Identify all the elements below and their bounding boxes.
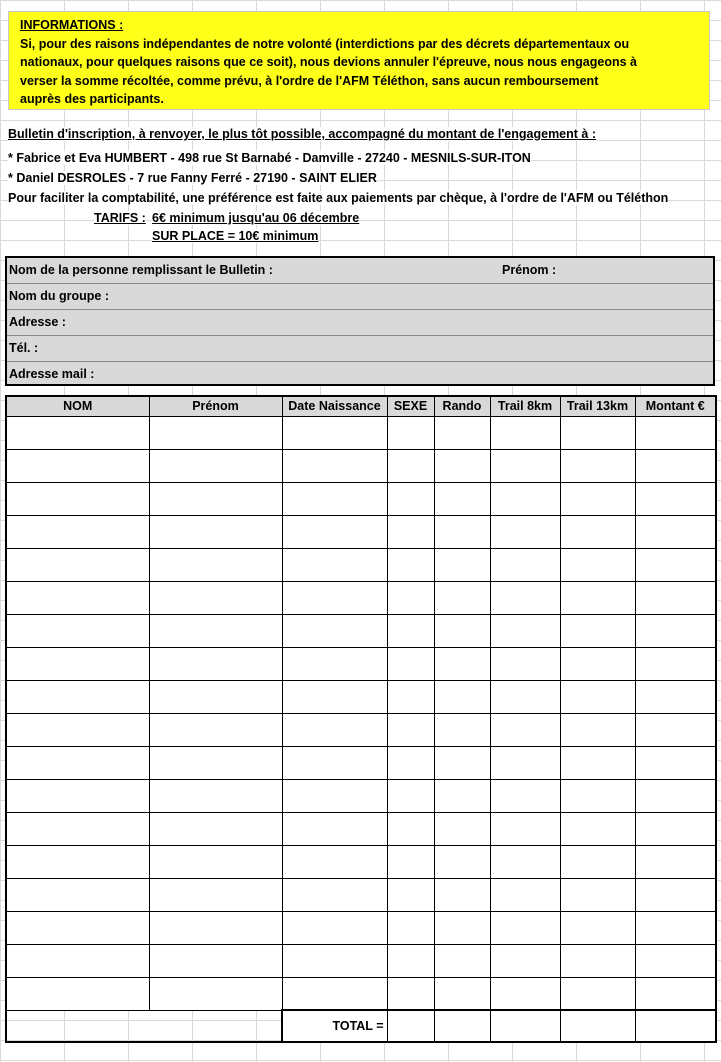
- cell-nom[interactable]: [6, 416, 149, 449]
- cell-prenom[interactable]: [149, 746, 282, 779]
- cell-rando[interactable]: [434, 977, 490, 1010]
- cell-montant[interactable]: [635, 812, 716, 845]
- cell-montant[interactable]: [635, 482, 716, 515]
- cell-date-naissance[interactable]: [282, 581, 387, 614]
- cell-trail-13km[interactable]: [560, 911, 635, 944]
- cell-prenom[interactable]: [149, 548, 282, 581]
- cell-montant[interactable]: [635, 911, 716, 944]
- cell-sexe[interactable]: [387, 779, 434, 812]
- cell-trail-8km[interactable]: [490, 845, 560, 878]
- cell-trail-13km[interactable]: [560, 614, 635, 647]
- total-cell-sexe[interactable]: [387, 1010, 434, 1042]
- cell-rando[interactable]: [434, 581, 490, 614]
- cell-sexe[interactable]: [387, 878, 434, 911]
- cell-trail-8km[interactable]: [490, 779, 560, 812]
- information-box: [8, 11, 710, 110]
- info-title: INFORMATIONS :: [20, 18, 124, 32]
- cell-nom[interactable]: [6, 845, 149, 878]
- table-row: [6, 746, 716, 779]
- cell-trail-8km[interactable]: [490, 878, 560, 911]
- tarif-early: 6€ minimum jusqu'au 06 décembre: [152, 211, 360, 225]
- cell-trail-13km[interactable]: [560, 878, 635, 911]
- info-line: Si, pour des raisons indépendantes de notre volonté (interdictions par des décrets départementaux ou: [20, 36, 630, 51]
- cell-montant[interactable]: [635, 614, 716, 647]
- cell-trail-8km[interactable]: [490, 977, 560, 1010]
- cell-trail-13km[interactable]: [560, 647, 635, 680]
- cell-rando[interactable]: [434, 647, 490, 680]
- cell-nom[interactable]: [6, 944, 149, 977]
- cell-sexe[interactable]: [387, 581, 434, 614]
- cell-trail-8km[interactable]: [490, 515, 560, 548]
- cell-date-naissance[interactable]: [282, 515, 387, 548]
- table-row: [6, 779, 716, 812]
- cell-nom[interactable]: [6, 911, 149, 944]
- cell-trail-13km[interactable]: [560, 515, 635, 548]
- cell-date-naissance[interactable]: [282, 482, 387, 515]
- cell-trail-8km[interactable]: [490, 944, 560, 977]
- cell-sexe[interactable]: [387, 548, 434, 581]
- total-cell-trail-8km[interactable]: [490, 1010, 560, 1042]
- cell-trail-8km[interactable]: [490, 449, 560, 482]
- cell-trail-8km[interactable]: [490, 746, 560, 779]
- cell-rando[interactable]: [434, 482, 490, 515]
- cell-trail-8km[interactable]: [490, 416, 560, 449]
- cell-date-naissance[interactable]: [282, 845, 387, 878]
- cell-prenom[interactable]: [149, 713, 282, 746]
- info-line: nationaux, pour quelques raisons que ce soit), nous devions annuler l'épreuve, nous nous engageons à: [20, 55, 637, 69]
- bulletin-heading: Bulletin d'inscription, à renvoyer, le plus tôt possible, accompagné du montant de l'engagement à :: [8, 127, 596, 141]
- cell-prenom[interactable]: [149, 812, 282, 845]
- cell-sexe[interactable]: [387, 680, 434, 713]
- cell-prenom[interactable]: [149, 581, 282, 614]
- table-row: [6, 680, 716, 713]
- address-line-1: * Fabrice et Eva HUMBERT - 498 rue St Barnabé - Damville - 27240 - MESNILS-SUR-ITON: [8, 151, 531, 165]
- cell-nom[interactable]: [6, 779, 149, 812]
- cell-sexe[interactable]: [387, 944, 434, 977]
- cell-trail-8km[interactable]: [490, 911, 560, 944]
- cell-prenom[interactable]: [149, 647, 282, 680]
- cell-nom[interactable]: [6, 614, 149, 647]
- cell-montant[interactable]: [635, 515, 716, 548]
- cell-prenom[interactable]: [149, 515, 282, 548]
- cell-trail-8km[interactable]: [490, 713, 560, 746]
- table-row: [6, 977, 716, 1010]
- cell-montant[interactable]: [635, 944, 716, 977]
- cell-sexe[interactable]: [387, 977, 434, 1010]
- cell-trail-8km[interactable]: [490, 581, 560, 614]
- cell-trail-13km[interactable]: [560, 449, 635, 482]
- cell-rando[interactable]: [434, 548, 490, 581]
- cell-montant[interactable]: [635, 416, 716, 449]
- total-label: TOTAL =: [282, 1010, 387, 1042]
- cell-montant[interactable]: [635, 449, 716, 482]
- registrant-form: [5, 256, 715, 386]
- cell-date-naissance[interactable]: [282, 416, 387, 449]
- table-row: [6, 515, 716, 548]
- cell-prenom[interactable]: [149, 680, 282, 713]
- adresse-label: Adresse :: [9, 315, 66, 329]
- cell-nom[interactable]: [6, 680, 149, 713]
- cell-date-naissance[interactable]: [282, 614, 387, 647]
- cell-trail-13km[interactable]: [560, 581, 635, 614]
- form-row-tel[interactable]: [7, 336, 713, 362]
- cell-sexe[interactable]: [387, 911, 434, 944]
- form-row-mail[interactable]: [7, 362, 713, 388]
- cell-trail-13km[interactable]: [560, 713, 635, 746]
- cell-date-naissance[interactable]: [282, 746, 387, 779]
- cell-nom[interactable]: [6, 713, 149, 746]
- cell-date-naissance[interactable]: [282, 548, 387, 581]
- table-row: [6, 449, 716, 482]
- cell-rando[interactable]: [434, 746, 490, 779]
- tel-label: Tél. :: [9, 341, 39, 355]
- cell-prenom[interactable]: [149, 977, 282, 1010]
- cell-sexe[interactable]: [387, 515, 434, 548]
- cell-prenom[interactable]: [149, 845, 282, 878]
- header-rando: Rando: [434, 396, 490, 416]
- header-montant: Montant €: [635, 396, 716, 416]
- cell-sexe[interactable]: [387, 647, 434, 680]
- cell-sexe[interactable]: [387, 416, 434, 449]
- header-date-naissance: Date Naissance: [282, 396, 387, 416]
- total-spacer: [149, 1010, 282, 1042]
- table-row: [6, 581, 716, 614]
- cell-nom[interactable]: [6, 647, 149, 680]
- cell-rando[interactable]: [434, 713, 490, 746]
- cell-montant[interactable]: [635, 548, 716, 581]
- cell-montant[interactable]: [635, 647, 716, 680]
- cell-nom[interactable]: [6, 878, 149, 911]
- cell-prenom[interactable]: [149, 416, 282, 449]
- cell-date-naissance[interactable]: [282, 878, 387, 911]
- cell-prenom[interactable]: [149, 449, 282, 482]
- cell-rando[interactable]: [434, 449, 490, 482]
- cell-prenom[interactable]: [149, 482, 282, 515]
- cell-trail-13km[interactable]: [560, 416, 635, 449]
- cell-nom[interactable]: [6, 812, 149, 845]
- total-cell-montant[interactable]: [635, 1010, 716, 1042]
- table-header-row: [6, 396, 716, 416]
- tarif-on-site: SUR PLACE = 10€ minimum: [152, 229, 319, 243]
- table-row: [6, 911, 716, 944]
- table-row: [6, 647, 716, 680]
- table-row: [6, 812, 716, 845]
- cell-trail-8km[interactable]: [490, 614, 560, 647]
- cell-rando[interactable]: [434, 779, 490, 812]
- cell-trail-8km[interactable]: [490, 482, 560, 515]
- table-row: [6, 878, 716, 911]
- total-spacer: [6, 1010, 149, 1042]
- cell-montant[interactable]: [635, 845, 716, 878]
- form-row-nom[interactable]: [7, 258, 713, 284]
- payment-note: Pour faciliter la comptabilité, une préférence est faite aux paiements par chèque, à l'ordre de l'AFM ou Téléthon: [8, 191, 669, 205]
- cell-prenom[interactable]: [149, 911, 282, 944]
- table-row: [6, 548, 716, 581]
- table-row: [6, 614, 716, 647]
- header-trail-8km: Trail 8km: [490, 396, 560, 416]
- info-line: auprès des participants.: [20, 92, 164, 106]
- cell-date-naissance[interactable]: [282, 713, 387, 746]
- cell-rando[interactable]: [434, 845, 490, 878]
- form-row-adresse[interactable]: [7, 310, 713, 336]
- form-row-groupe[interactable]: [7, 284, 713, 310]
- cell-nom[interactable]: [6, 515, 149, 548]
- cell-rando[interactable]: [434, 812, 490, 845]
- total-row: [6, 1010, 716, 1042]
- cell-date-naissance[interactable]: [282, 977, 387, 1010]
- cell-sexe[interactable]: [387, 449, 434, 482]
- address-line-2: * Daniel DESROLES - 7 rue Fanny Ferré - 27190 - SAINT ELIER: [8, 171, 377, 185]
- cell-nom[interactable]: [6, 548, 149, 581]
- cell-rando[interactable]: [434, 680, 490, 713]
- cell-date-naissance[interactable]: [282, 812, 387, 845]
- table-row: [6, 944, 716, 977]
- cell-prenom[interactable]: [149, 944, 282, 977]
- cell-trail-13km[interactable]: [560, 977, 635, 1010]
- cell-prenom[interactable]: [149, 614, 282, 647]
- table-row: [6, 713, 716, 746]
- total-cell-trail-13km[interactable]: [560, 1010, 635, 1042]
- total-cell-rando[interactable]: [434, 1010, 490, 1042]
- cell-rando[interactable]: [434, 416, 490, 449]
- participants-table: [5, 395, 717, 1043]
- cell-montant[interactable]: [635, 878, 716, 911]
- cell-date-naissance[interactable]: [282, 944, 387, 977]
- cell-sexe[interactable]: [387, 713, 434, 746]
- participants-body: [6, 416, 716, 1010]
- info-line: verser la somme récoltée, comme prévu, à l'ordre de l'AFM Téléthon, sans aucun remboursement: [20, 73, 599, 88]
- cell-sexe[interactable]: [387, 845, 434, 878]
- cell-date-naissance[interactable]: [282, 779, 387, 812]
- header-trail-13km: Trail 13km: [560, 396, 635, 416]
- cell-trail-8km[interactable]: [490, 647, 560, 680]
- cell-date-naissance[interactable]: [282, 647, 387, 680]
- cell-sexe[interactable]: [387, 482, 434, 515]
- cell-date-naissance[interactable]: [282, 449, 387, 482]
- cell-montant[interactable]: [635, 713, 716, 746]
- cell-trail-13km[interactable]: [560, 548, 635, 581]
- cell-trail-8km[interactable]: [490, 680, 560, 713]
- header-nom: NOM: [6, 396, 149, 416]
- table-row: [6, 845, 716, 878]
- cell-rando[interactable]: [434, 878, 490, 911]
- cell-nom[interactable]: [6, 449, 149, 482]
- cell-sexe[interactable]: [387, 812, 434, 845]
- cell-trail-8km[interactable]: [490, 812, 560, 845]
- prenom-label: Prénom :: [502, 263, 557, 277]
- cell-montant[interactable]: [635, 779, 716, 812]
- groupe-label: Nom du groupe :: [9, 289, 109, 303]
- header-sexe: SEXE: [387, 396, 434, 416]
- cell-prenom[interactable]: [149, 878, 282, 911]
- cell-trail-13km[interactable]: [560, 779, 635, 812]
- cell-montant[interactable]: [635, 680, 716, 713]
- table-row: [6, 416, 716, 449]
- cell-date-naissance[interactable]: [282, 680, 387, 713]
- cell-prenom[interactable]: [149, 779, 282, 812]
- nom-label: Nom de la personne remplissant le Bulletin :: [9, 263, 273, 277]
- cell-sexe[interactable]: [387, 746, 434, 779]
- cell-montant[interactable]: [635, 977, 716, 1010]
- cell-rando[interactable]: [434, 614, 490, 647]
- cell-trail-13km[interactable]: [560, 944, 635, 977]
- tarifs-label: TARIFS :: [94, 211, 146, 225]
- cell-sexe[interactable]: [387, 614, 434, 647]
- cell-nom[interactable]: [6, 482, 149, 515]
- cell-nom[interactable]: [6, 977, 149, 1010]
- cell-trail-13km[interactable]: [560, 680, 635, 713]
- cell-trail-13km[interactable]: [560, 812, 635, 845]
- cell-rando[interactable]: [434, 515, 490, 548]
- cell-trail-13km[interactable]: [560, 746, 635, 779]
- cell-nom[interactable]: [6, 746, 149, 779]
- cell-trail-8km[interactable]: [490, 548, 560, 581]
- cell-rando[interactable]: [434, 944, 490, 977]
- header-prenom: Prénom: [149, 396, 282, 416]
- cell-date-naissance[interactable]: [282, 911, 387, 944]
- cell-montant[interactable]: [635, 746, 716, 779]
- cell-montant[interactable]: [635, 581, 716, 614]
- cell-nom[interactable]: [6, 581, 149, 614]
- table-row: [6, 482, 716, 515]
- cell-trail-13km[interactable]: [560, 482, 635, 515]
- cell-rando[interactable]: [434, 911, 490, 944]
- mail-label: Adresse mail :: [9, 367, 95, 381]
- cell-trail-13km[interactable]: [560, 845, 635, 878]
